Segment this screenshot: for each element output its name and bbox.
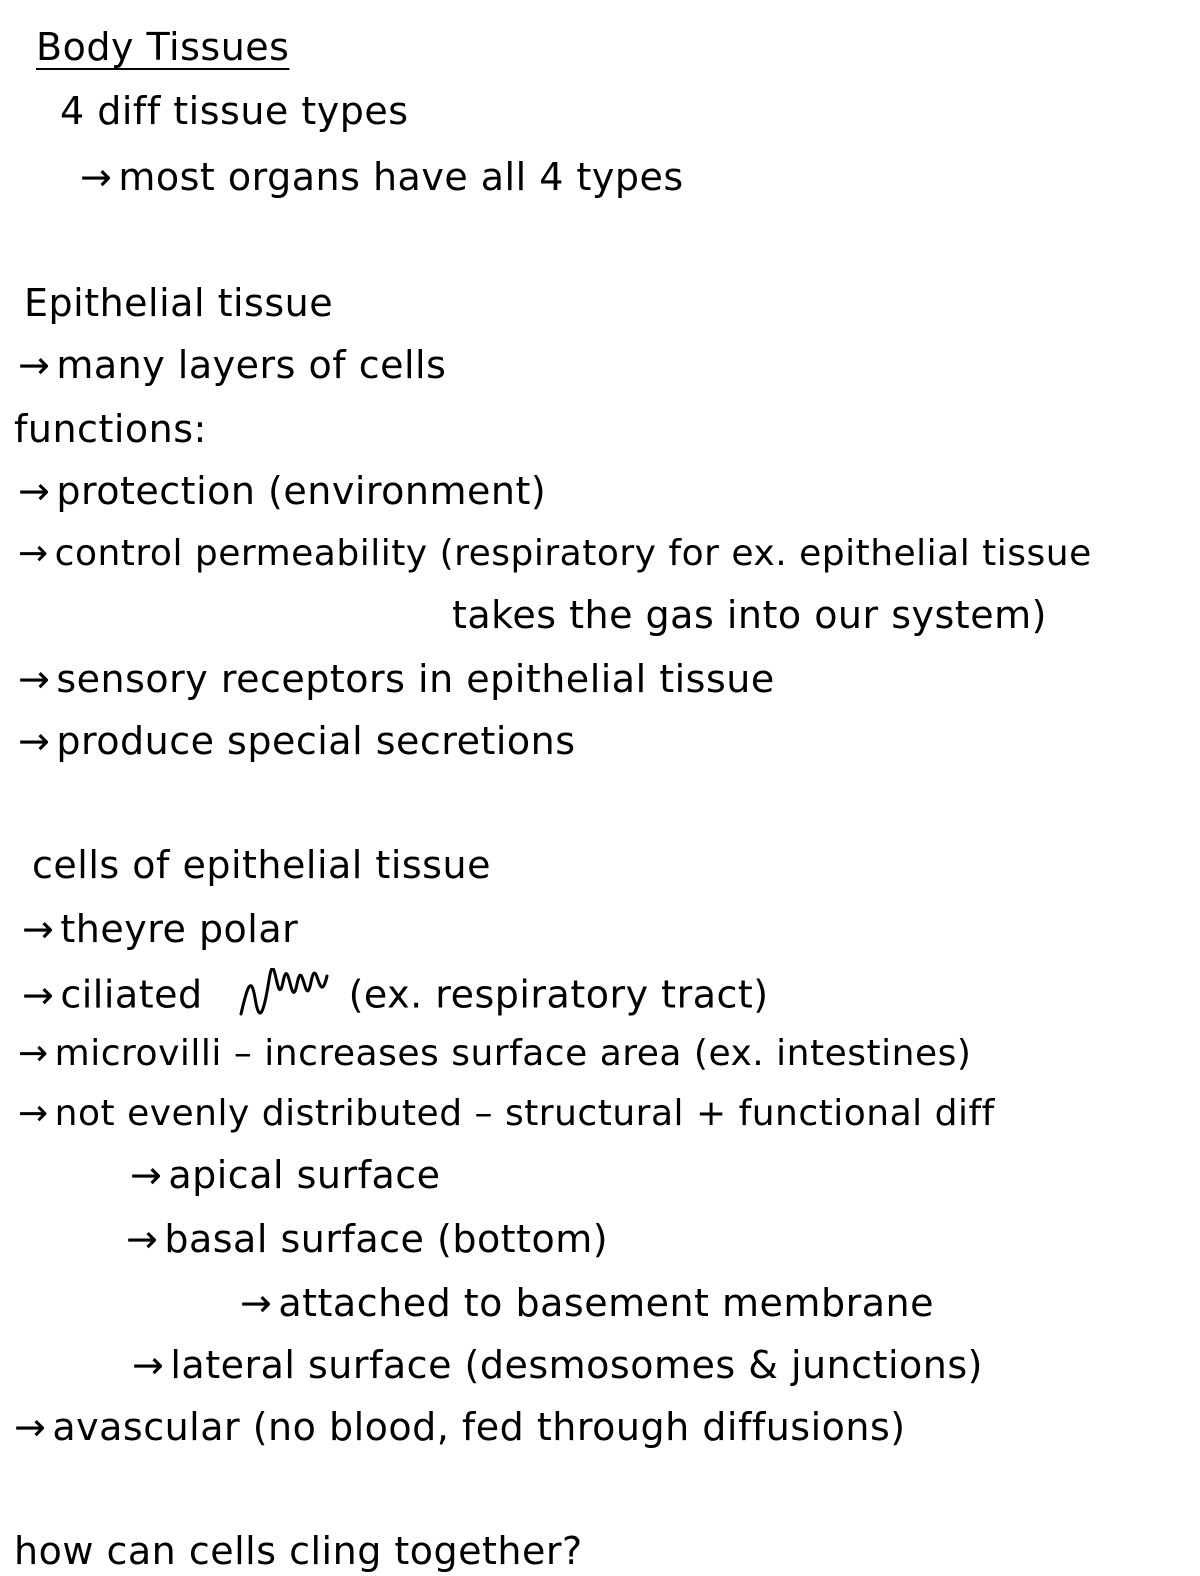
note-text: most organs have all 4 types [118, 155, 684, 199]
note-text: sensory receptors in epithelial tissue [56, 657, 775, 701]
note-line [80, 155, 684, 199]
note-text: (ex. respiratory tract) [348, 972, 769, 1017]
function-item [18, 469, 547, 513]
sub-note-line [126, 1217, 609, 1261]
arrow-icon: → [18, 1093, 49, 1134]
note-text: lateral surface (desmosomes & junctions) [170, 1343, 983, 1387]
note-text: protection (environment) [56, 469, 547, 513]
sub-note-line [132, 1343, 983, 1387]
note-text: apical surface [168, 1153, 441, 1197]
arrow-icon: → [126, 1217, 159, 1261]
note-line [18, 1093, 995, 1134]
section-heading: Epithelial tissue [24, 281, 334, 325]
note-line [18, 1033, 972, 1074]
page-title: Body Tissues [36, 25, 290, 69]
question-line: how can cells cling together? [14, 1529, 583, 1573]
function-item-continued: takes the gas into our system) [452, 593, 1047, 637]
function-item [18, 657, 775, 701]
arrow-icon: → [132, 1343, 165, 1387]
note-text: attached to basement membrane [278, 1281, 934, 1325]
arrow-icon: → [18, 469, 51, 513]
arrow-icon: → [14, 1405, 47, 1449]
note-text: theyre polar [60, 907, 299, 951]
arrow-icon: → [240, 1281, 273, 1325]
note-line: 4 diff tissue types [60, 89, 409, 133]
cilia-squiggle-icon [237, 968, 333, 1026]
arrow-icon: → [18, 533, 49, 574]
note-text: produce special secretions [56, 719, 576, 763]
arrow-icon: → [18, 1033, 49, 1074]
functions-label: functions: [14, 407, 207, 451]
note-line [22, 968, 769, 1026]
function-item [18, 533, 1092, 574]
sub-note-line [130, 1153, 441, 1197]
note-line [22, 907, 299, 951]
note-text: not evenly distributed – structural + functional diff [54, 1093, 995, 1134]
note-line [18, 343, 447, 387]
arrow-icon: → [18, 343, 51, 387]
arrow-icon: → [80, 155, 113, 199]
sub-sub-note-line [240, 1281, 934, 1325]
note-text: ciliated [60, 972, 203, 1017]
note-text: microvilli – increases surface area (ex. intestines) [54, 1033, 972, 1074]
note-line [14, 1405, 906, 1449]
arrow-icon: → [18, 719, 51, 763]
note-text: basal surface (bottom) [164, 1217, 609, 1261]
arrow-icon: → [22, 907, 55, 951]
arrow-icon: → [130, 1153, 163, 1197]
function-item [18, 719, 576, 763]
note-text: many layers of cells [56, 343, 447, 387]
section-heading: cells of epithelial tissue [32, 843, 491, 887]
arrow-icon: → [18, 657, 51, 701]
note-text: control permeability (respiratory for ex. epithelial tissue [54, 533, 1092, 574]
arrow-icon: → [22, 972, 55, 1017]
note-text: avascular (no blood, fed through diffusions) [52, 1405, 906, 1449]
